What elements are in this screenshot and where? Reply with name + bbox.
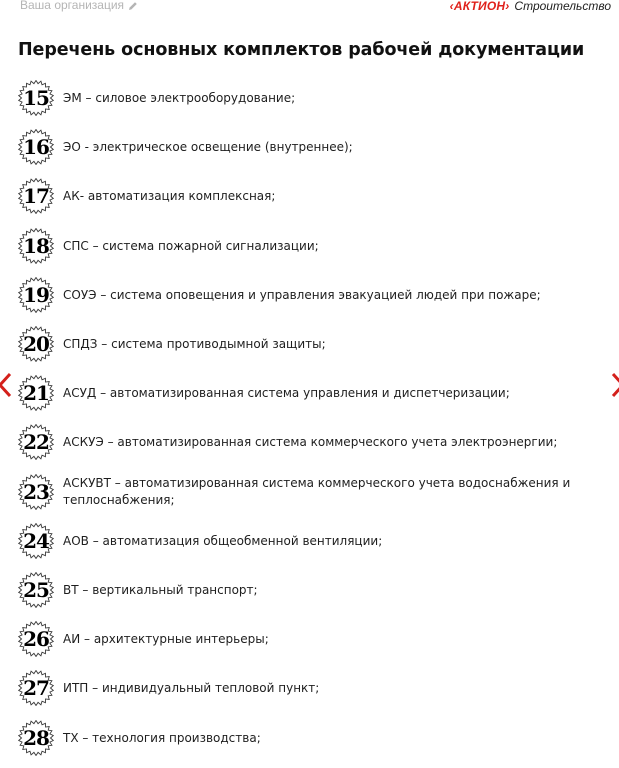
item-text: АИ – архитектурные интерьеры; [63, 631, 269, 646]
item-text: ВТ – вертикальный транспорт; [63, 582, 258, 597]
organization-label: Ваша организация [20, 0, 125, 12]
list-item [18, 523, 578, 559]
starburst-badge-icon [18, 720, 54, 756]
starburst-badge-icon [18, 375, 54, 411]
list-item [18, 326, 578, 362]
list-item [18, 424, 578, 460]
page-title: Перечень основных комплектов рабочей документации [18, 40, 585, 60]
starburst-badge-icon [18, 621, 54, 657]
item-number: 26 [23, 627, 49, 651]
starburst-badge-icon [18, 80, 54, 116]
list-item [18, 621, 578, 657]
item-text: ИТП – индивидуальный тепловой пункт; [63, 680, 320, 695]
item-text: АСУД – автоматизированная система управления и диспетчеризации; [63, 385, 510, 400]
starburst-badge-icon [18, 523, 54, 559]
item-number: 20 [23, 332, 49, 356]
pencil-icon[interactable] [128, 0, 138, 10]
item-number: 21 [23, 381, 49, 405]
item-number: 22 [23, 430, 49, 454]
item-text: АОВ – автоматизация общеобменной вентиляции; [63, 533, 383, 548]
list-item [18, 277, 578, 313]
item-number: 16 [23, 135, 49, 159]
item-text: СПС – система пожарной сигнализации; [63, 238, 319, 253]
item-text: СПДЗ – система противодымной защиты; [63, 336, 326, 351]
item-number: 24 [23, 529, 49, 553]
starburst-badge-icon [18, 129, 54, 165]
starburst-badge-icon [18, 228, 54, 264]
list-item [18, 572, 578, 608]
list-item [18, 178, 578, 214]
item-number: 25 [23, 578, 49, 602]
item-number: 23 [23, 480, 49, 504]
starburst-badge-icon [18, 178, 54, 214]
brand-name: ‹АКТИОН› [449, 0, 510, 13]
brand-logo [450, 0, 611, 13]
brand-product: Строительство [514, 0, 611, 13]
item-number: 19 [23, 283, 49, 307]
list-item [18, 474, 578, 510]
starburst-badge-icon [18, 424, 54, 460]
organization-field[interactable] [20, 0, 138, 12]
chevron-right-icon[interactable] [610, 372, 619, 398]
item-text: АК- автоматизация комплексная; [63, 188, 276, 203]
item-text: ТХ – технология производства; [63, 730, 261, 745]
item-number: 15 [23, 86, 49, 110]
item-text: ЭО - электрическое освещение (внутреннее); [63, 139, 353, 154]
starburst-badge-icon [18, 277, 54, 313]
list-item [18, 375, 578, 411]
item-text: АСКУВТ – автоматизированная система коммерческого учета водоснабжения и теплоснабжения; [63, 476, 571, 507]
item-number: 17 [23, 184, 49, 208]
top-bar [0, 0, 619, 18]
chevron-left-icon[interactable] [0, 372, 13, 398]
item-text: ЭМ – силовое электрооборудование; [63, 90, 296, 105]
starburst-badge-icon [18, 670, 54, 706]
list-item [18, 670, 578, 706]
starburst-badge-icon [18, 326, 54, 362]
list-item [18, 720, 578, 756]
item-text: АСКУЭ – автоматизированная система коммерческого учета электроэнергии; [63, 434, 558, 449]
starburst-badge-icon [18, 572, 54, 608]
list-item [18, 80, 578, 116]
item-text: СОУЭ – система оповещения и управления эвакуацией людей при пожаре; [63, 287, 541, 302]
item-number: 18 [23, 234, 49, 258]
starburst-badge-icon [18, 474, 54, 510]
list-item [18, 129, 578, 165]
item-number: 28 [23, 726, 49, 750]
list-item [18, 228, 578, 264]
item-number: 27 [23, 676, 49, 700]
